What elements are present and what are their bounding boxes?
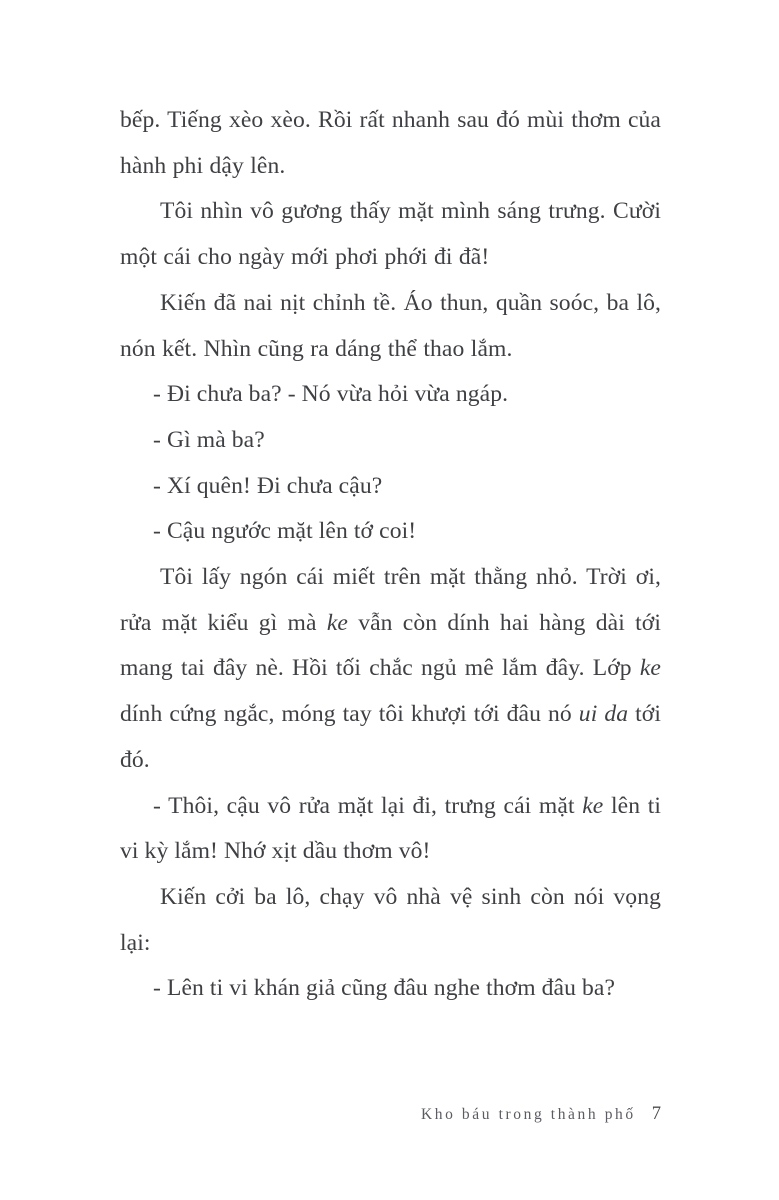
body-paragraph: Tôi nhìn vô gương thấy mặt mình sáng trưng. Cười một cái cho ngày mới phơi phới đi đã! bbox=[120, 198, 661, 271]
page-footer bbox=[120, 1104, 661, 1125]
body-paragraph: bếp. Tiếng xèo xèo. Rồi rất nhanh sau đó mùi thơm của hành phi dậy lên. bbox=[120, 107, 661, 179]
page-text-block bbox=[120, 98, 661, 1012]
italic-term: ke bbox=[639, 655, 661, 682]
body-paragraph: Tôi lấy ngón cái miết trên mặt thằng nhỏ. Trời ơi, rửa mặt kiểu gì mà ke vẫn còn dính hai hàng dài tới mang tai đây nè. Hồi tối chắc ngủ mê lắm đây. Lớp ke dính cứng ngắc, móng tay tôi khượi tới đâu nó ui da tới đó. bbox=[120, 564, 662, 773]
dialogue-line: - Lên ti vi khán giả cũng đâu nghe thơm đâu ba? bbox=[153, 975, 616, 1002]
italic-term: ke bbox=[326, 609, 348, 636]
dialogue-line: - Xí quên! Đi chưa cậu? bbox=[153, 472, 383, 499]
body-paragraph: Kiến đã nai nịt chỉnh tề. Áo thun, quần soóc, ba lô, nón kết. Nhìn cũng ra dáng thể thao lắm. bbox=[120, 289, 661, 362]
dialogue-line: - Cậu ngước mặt lên tớ coi! bbox=[153, 518, 417, 545]
body-paragraph: Kiến cởi ba lô, chạy vô nhà vệ sinh còn nói vọng lại: bbox=[120, 883, 661, 956]
dialogue-line: - Đi chưa ba? - Nó vừa hỏi vừa ngáp. bbox=[153, 381, 509, 408]
dialogue-line: - Gì mà ba? bbox=[153, 426, 265, 453]
footer-page-number: 7 bbox=[651, 1104, 661, 1124]
dialogue-line: - Thôi, cậu vô rửa mặt lại đi, trưng cái mặt ke lên ti vi kỳ lắm! Nhớ xịt dầu thơm vô! bbox=[120, 792, 662, 865]
footer-book-title: Kho báu trong thành phố bbox=[420, 1106, 636, 1123]
italic-term: ui da bbox=[578, 701, 629, 728]
italic-term: ke bbox=[582, 792, 604, 819]
